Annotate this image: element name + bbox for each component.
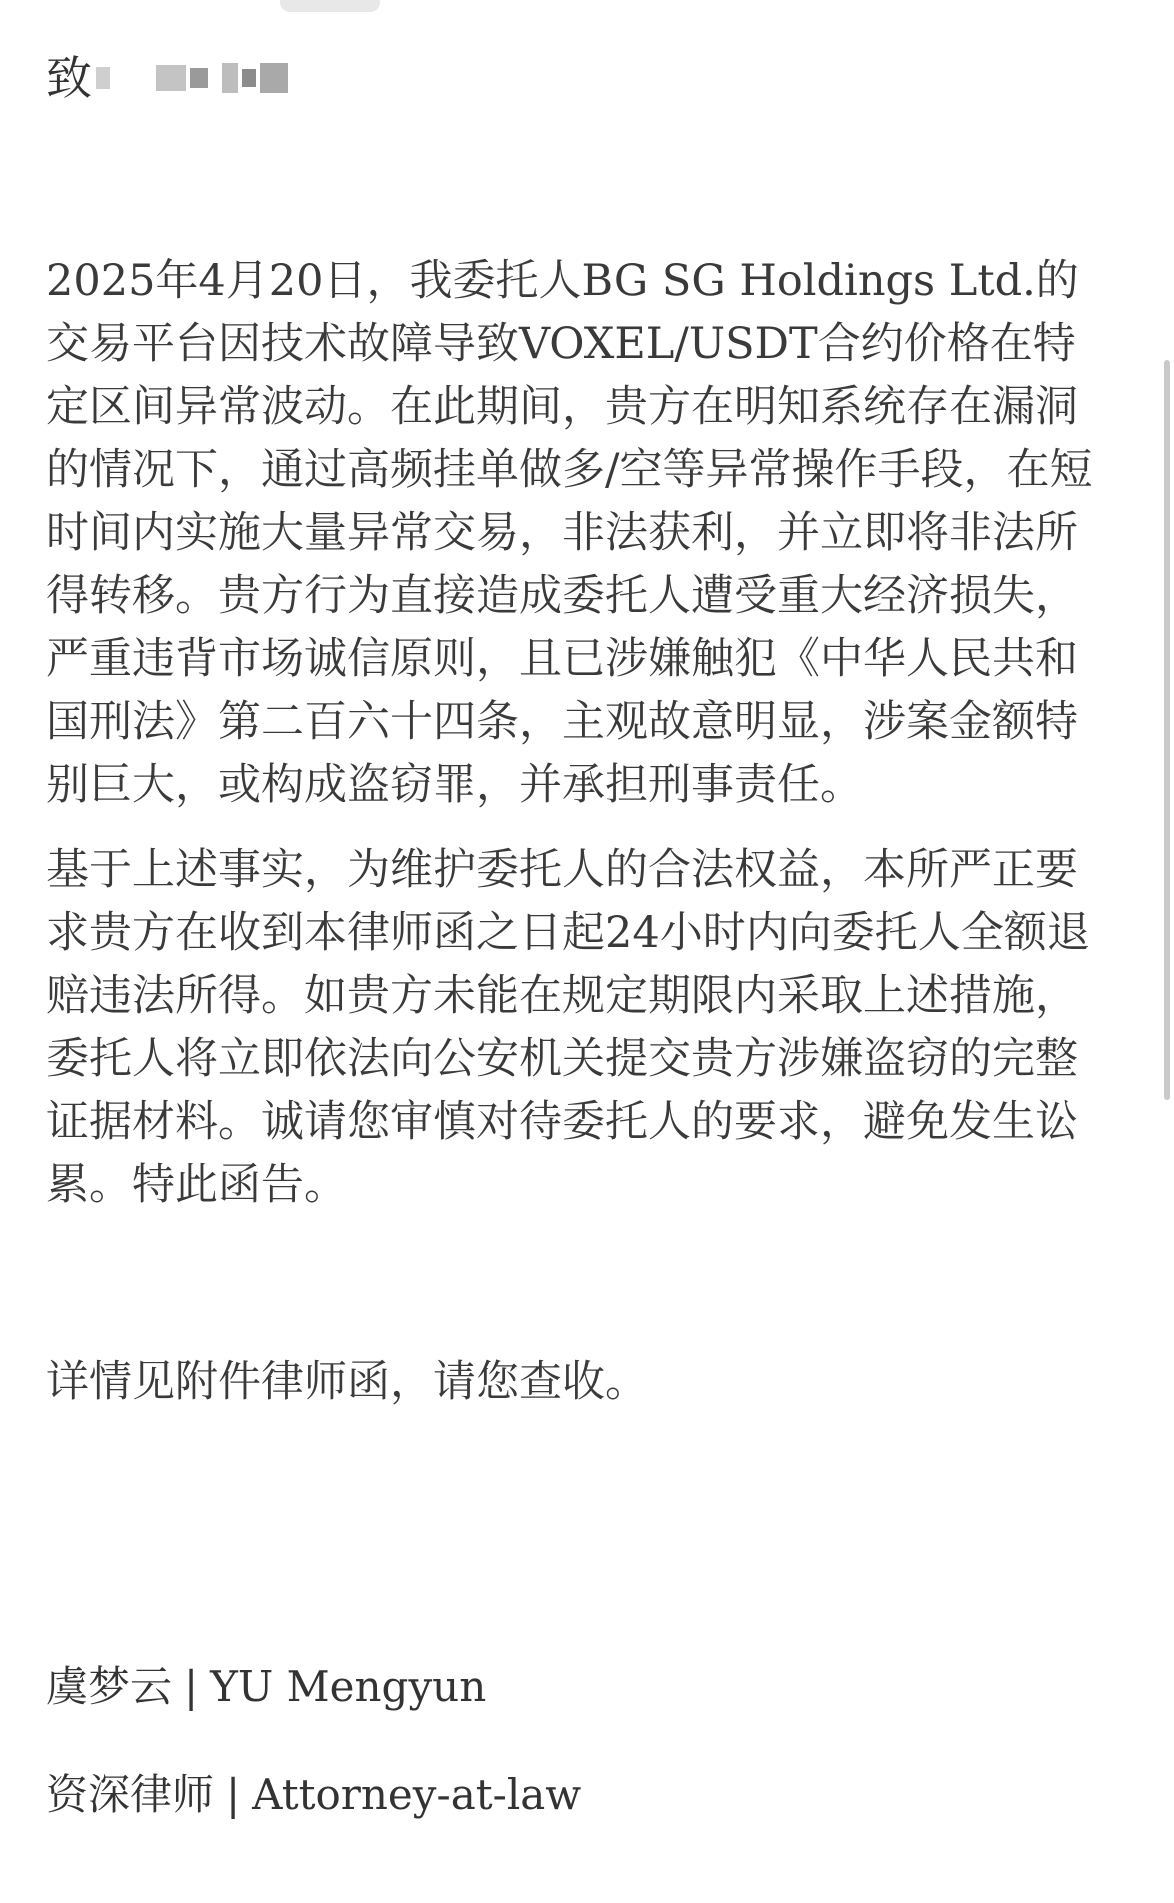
signature-title xyxy=(46,1765,581,1825)
scrollbar-thumb[interactable] xyxy=(1164,360,1170,1100)
top-edge-bar xyxy=(280,0,380,12)
salutation xyxy=(46,48,288,108)
letter-paragraph-2: 基于上述事实，为维护委托人的合法权益，本所严正要求贵方在收到本律师函之日起24小时内向委托人全额退赔违法所得。如贵方未能在规定期限内采取上述措施，委托人将立即依法向公安机关提交贵方涉嫌盗窃的完整证据材料。诚请您审慎对待委托人的要求，避免发生讼累。特此函告。 xyxy=(46,845,1090,1210)
signature-name-cn: 虞梦云 xyxy=(46,1662,173,1711)
signature-title-en: Attorney-at-law xyxy=(252,1770,582,1819)
redacted-recipient xyxy=(96,63,288,93)
vertical-scrollbar[interactable] xyxy=(1160,360,1174,1100)
signature-title-cn: 资深律师 xyxy=(46,1770,215,1819)
signature-name xyxy=(46,1657,486,1717)
salutation-prefix: 致 xyxy=(46,51,92,105)
signature-separator: | xyxy=(184,1662,199,1711)
letter-paragraph-1: 2025年4月20日，我委托人BG SG Holdings Ltd.的交易平台因技术故障导致VOXEL/USDT合约价格在特定区间异常波动。在此期间，贵方在明知系统存在漏洞的情况下，通过高频挂单做多/空等异常操作手段，在短时间内实施大量异常交易，非法获利，并立即将非法所得转移。贵方行为直接造成委托人遭受重大经济损失，严重违背市场诚信原则，且已涉嫌触犯《中华人民共和国刑法》第二百六十四条，主观故意明显，涉案金额特别巨大，或构成盗窃罪，并承担刑事责任。 xyxy=(46,256,1093,810)
signature-title-separator: | xyxy=(226,1770,241,1819)
letter-body xyxy=(46,250,1116,1217)
signature-name-en: YU Mengyun xyxy=(210,1662,487,1711)
closing-line: 详情见附件律师函，请您查收。 xyxy=(46,1357,648,1407)
